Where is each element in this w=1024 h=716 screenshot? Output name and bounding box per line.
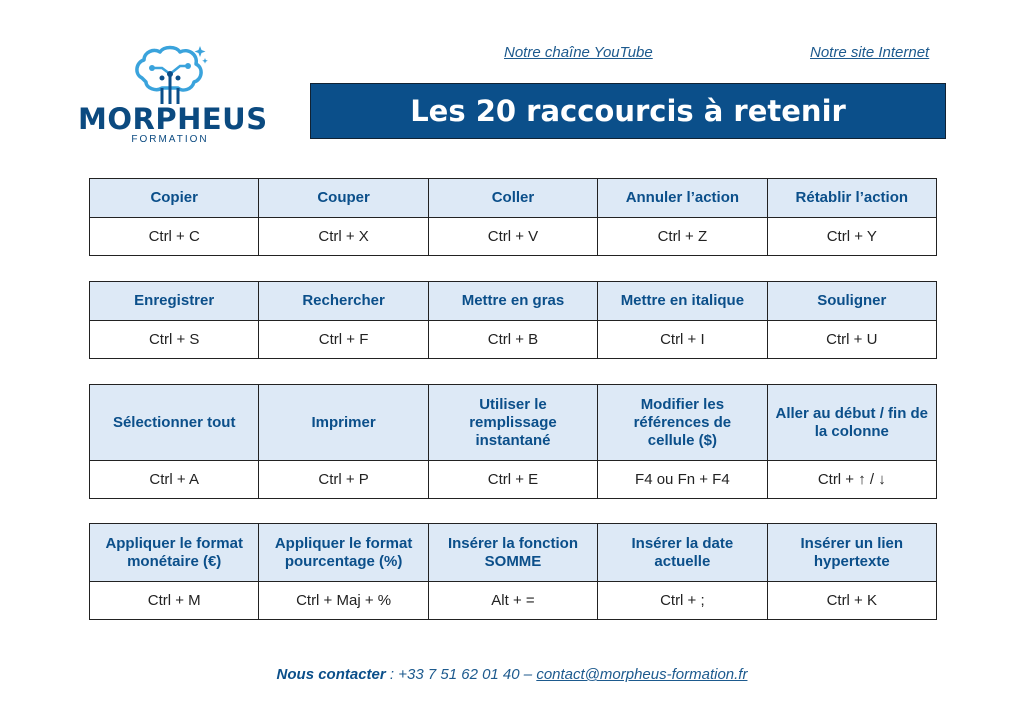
shortcut-keys: Ctrl + Z (598, 218, 767, 256)
title-banner (310, 83, 946, 139)
shortcut-keys: Ctrl + I (598, 321, 767, 359)
shortcut-keys: Ctrl + Maj + % (259, 582, 428, 620)
brain-circuit-icon (132, 44, 208, 106)
shortcut-keys: Ctrl + Y (767, 218, 936, 256)
shortcut-keys: Ctrl + M (90, 582, 259, 620)
shortcut-label: Insérer un lien hypertexte (767, 524, 936, 582)
shortcut-keys: Ctrl + V (428, 218, 597, 256)
website-link[interactable]: Notre site Internet (810, 44, 930, 61)
shortcut-label: Rechercher (259, 282, 428, 321)
shortcut-label: Modifier les références de cellule ($) (598, 385, 767, 461)
shortcut-label: Insérer la fonction SOMME (428, 524, 597, 582)
shortcut-label: Coller (428, 179, 597, 218)
shortcut-keys: Ctrl + K (767, 582, 936, 620)
contact-email-link[interactable]: contact@morpheus-formation.fr (536, 666, 748, 683)
shortcut-keys: Ctrl + ; (598, 582, 767, 620)
shortcut-label: Utiliser le remplissage instantané (428, 385, 597, 461)
contact-separator: : (385, 666, 399, 683)
shortcut-keys: Ctrl + X (259, 218, 428, 256)
contact-phone: +33 7 51 62 01 40 (398, 666, 520, 683)
contact-footer (0, 666, 1024, 683)
shortcut-keys: Ctrl + B (428, 321, 597, 359)
shortcut-label: Aller au début / fin de la colonne (767, 385, 936, 461)
brand-subtitle: FORMATION (131, 134, 209, 145)
shortcut-label: Appliquer le format monétaire (€) (90, 524, 259, 582)
shortcut-keys: Alt + = (428, 582, 597, 620)
shortcut-label: Mettre en italique (598, 282, 767, 321)
shortcut-label: Annuler l’action (598, 179, 767, 218)
shortcut-keys: Ctrl + F (259, 321, 428, 359)
shortcut-keys: F4 ou Fn + F4 (598, 461, 767, 499)
shortcut-keys: Ctrl + ↑ / ↓ (767, 461, 936, 499)
shortcut-label: Imprimer (259, 385, 428, 461)
shortcut-label: Mettre en gras (428, 282, 597, 321)
shortcut-keys: Ctrl + S (90, 321, 259, 359)
shortcut-keys: Ctrl + E (428, 461, 597, 499)
shortcut-keys: Ctrl + C (90, 218, 259, 256)
shortcut-label: Souligner (767, 282, 936, 321)
shortcut-label: Insérer la date actuelle (598, 524, 767, 582)
shortcuts-table-4 (89, 523, 937, 620)
shortcut-label: Sélectionner tout (90, 385, 259, 461)
shortcuts-table-1 (89, 178, 937, 256)
page-title: Les 20 raccourcis à retenir (410, 94, 846, 128)
shortcut-label: Couper (259, 179, 428, 218)
shortcuts-table-2 (89, 281, 937, 359)
shortcut-label: Rétablir l’action (767, 179, 936, 218)
shortcut-label: Appliquer le format pourcentage (%) (259, 524, 428, 582)
shortcut-keys: Ctrl + A (90, 461, 259, 499)
youtube-link[interactable]: Notre chaîne YouTube (504, 44, 653, 61)
shortcuts-table-3 (89, 384, 937, 499)
contact-label: Nous contacter (276, 666, 386, 683)
shortcut-label: Copier (90, 179, 259, 218)
shortcut-label: Enregistrer (90, 282, 259, 321)
brand-name: MORPHEUS (78, 102, 268, 136)
contact-dash: – (519, 666, 537, 683)
logo (78, 44, 268, 148)
shortcut-keys: Ctrl + U (767, 321, 936, 359)
shortcut-keys: Ctrl + P (259, 461, 428, 499)
